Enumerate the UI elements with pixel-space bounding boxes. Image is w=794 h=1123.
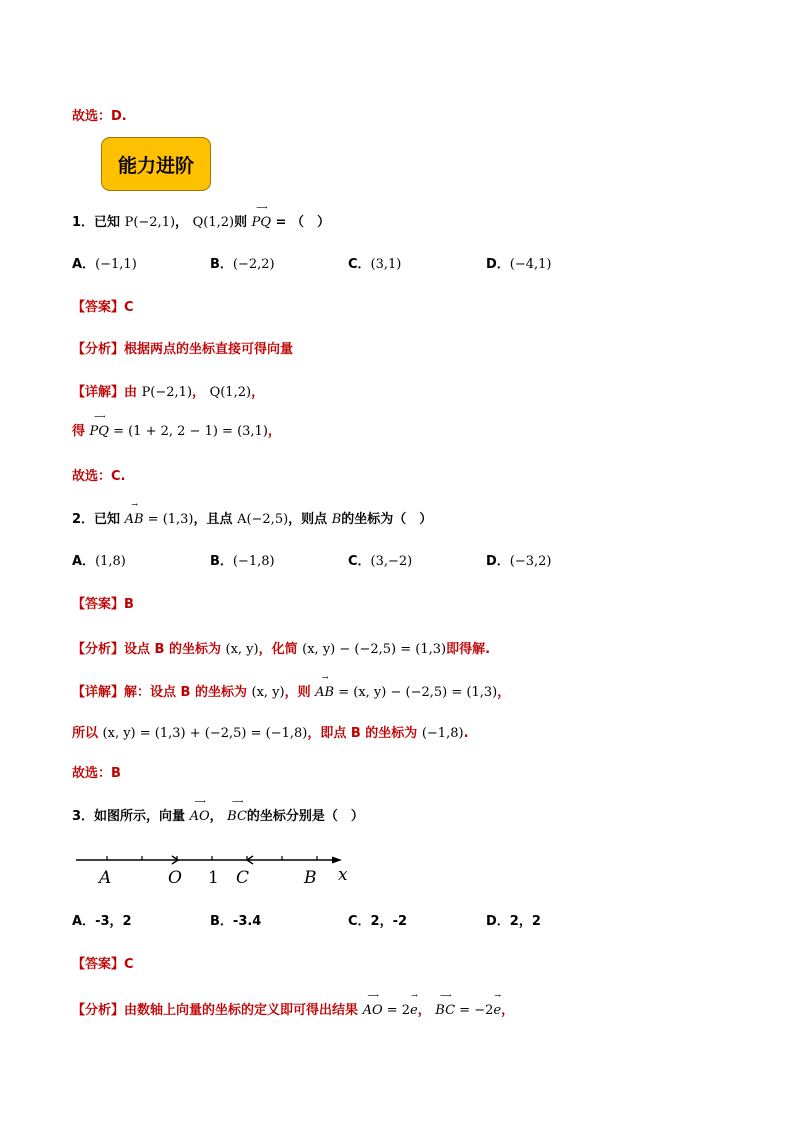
vector-ab: → AB bbox=[124, 500, 144, 527]
q3-option-a[interactable]: A．-3，2 bbox=[72, 914, 132, 929]
q1-option-a[interactable]: A．(−1,1) bbox=[72, 257, 137, 272]
q2-option-b[interactable]: B．(−1,8) bbox=[210, 554, 275, 569]
point-q: Q(1,2) bbox=[192, 215, 235, 230]
vector-arrow-icon: ⟶ bbox=[256, 203, 267, 212]
q2-option-c[interactable]: C．(3,−2) bbox=[348, 554, 413, 569]
point-a: A(−2,5) bbox=[237, 512, 289, 527]
q2-option-d[interactable]: D．(−3,2) bbox=[486, 554, 552, 569]
vector-arrow-icon: ⟶ bbox=[439, 991, 451, 1000]
question-1-stem: 1．已知 P(−2,1)， Q(1,2)则 ⟶ PQ = （ ） bbox=[72, 213, 330, 233]
label-one: 1 bbox=[208, 868, 219, 888]
q1-answer: 【答案】C bbox=[72, 300, 134, 315]
q3-answer: 【答案】C bbox=[72, 957, 134, 972]
q3-analysis: 【分析】由数轴上向量的坐标的定义即可得出结果 ⟶ AO = 2 → e， ⟶ BC = −2 → e， bbox=[72, 991, 515, 1018]
q2-detail-line2: 所以 (x, y) = (1,3) + (−2,5) = (−1,8)，即点 B 的坐标为 (−1,8). bbox=[72, 726, 469, 741]
question-2-stem: 2．已知 → AB = (1,3)，且点 A(−2,5)，则点 B的坐标为（ ） bbox=[72, 510, 432, 530]
q1-analysis: 【分析】根据两点的坐标直接可得向量 bbox=[72, 342, 294, 357]
q3-option-c[interactable]: C．2，-2 bbox=[348, 914, 408, 929]
q3-option-d[interactable]: D．2，2 bbox=[486, 914, 541, 929]
q2-answer: 【答案】B bbox=[72, 597, 134, 612]
vector-arrow-icon: → bbox=[494, 991, 501, 1000]
number-line-figure bbox=[72, 850, 362, 890]
vector-arrow-icon: → bbox=[131, 500, 137, 509]
vector-ao: ⟶ AO bbox=[189, 797, 210, 824]
q1-option-b[interactable]: B．(−2,2) bbox=[210, 257, 275, 272]
q3-option-b[interactable]: B．-3.4 bbox=[210, 914, 262, 929]
q2-detail: 【详解】解：设点 B 的坐标为 (x, y)，则 → AB = (x, y) − (−2,5) = (1,3)， bbox=[72, 673, 511, 700]
q2-option-a[interactable]: A．(1,8) bbox=[72, 554, 126, 569]
q1-detail-line2: 得 ⟶ PQ = (1 + 2, 2 − 1) = (3,1)， bbox=[72, 412, 281, 439]
label-c: C bbox=[236, 868, 250, 888]
previous-conclusion: 故选：D. bbox=[72, 109, 127, 124]
question-3-stem: 3．如图所示，向量 ⟶ AO， ⟶ BC的坐标分别是（ ） bbox=[72, 807, 364, 827]
axis-arrow-icon bbox=[332, 857, 342, 864]
vector-arrow-icon: ⟶ bbox=[94, 412, 105, 421]
section-badge: 能力进阶 bbox=[101, 137, 211, 191]
vector-arrow-icon: ⟶ bbox=[194, 797, 205, 806]
vector-arrow-icon: ⟶ bbox=[367, 991, 378, 1000]
q1-detail: 【详解】由 P(−2,1)， Q(1,2)， bbox=[72, 385, 265, 400]
vector-arrow-icon: → bbox=[321, 673, 328, 682]
vector-pq: ⟶ PQ bbox=[251, 203, 272, 230]
q2-analysis: 【分析】设点 B 的坐标为 (x, y)，化简 (x, y) − (−2,5) = (1,3)即得解. bbox=[72, 642, 491, 657]
vector-arrow-icon: ⟶ bbox=[231, 797, 243, 806]
q1-option-c[interactable]: C．(3,1) bbox=[348, 257, 402, 272]
point-p: P(−2,1) bbox=[124, 215, 176, 230]
label-a: A bbox=[99, 868, 112, 888]
q1-conclusion: 故选：C. bbox=[72, 469, 126, 484]
label-b: B bbox=[304, 868, 317, 888]
q2-conclusion: 故选：B bbox=[72, 766, 121, 781]
label-o: O bbox=[168, 868, 182, 888]
vector-arrow-icon: → bbox=[411, 991, 417, 1000]
q1-option-d[interactable]: D．(−4,1) bbox=[486, 257, 552, 272]
vector-bc: ⟶ BC bbox=[227, 797, 247, 824]
label-x: x bbox=[338, 865, 348, 885]
